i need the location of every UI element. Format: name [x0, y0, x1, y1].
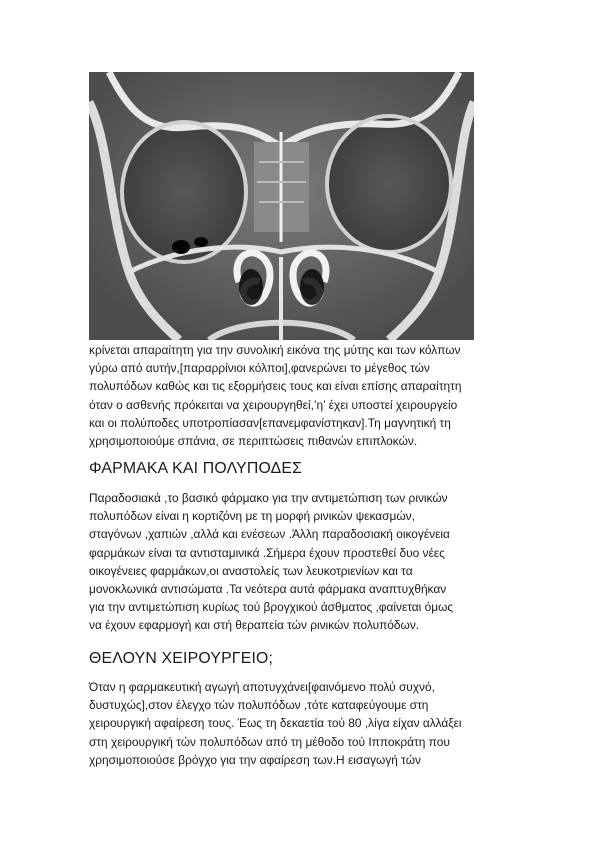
- surgery-line: Όταν η φαρμακευτική αγωγή αποτυγχάνει[φαινόμενο πολύ συχνό,: [89, 680, 435, 694]
- intro-line: χρησιμοποιούμε σπάνια, σε περιπτώσεις πιθανών επιπλοκών.: [89, 434, 418, 449]
- surgery-line: δυστυχώς],στον έλεγχο τών πολυπόδων ,τότε καταφεύγουμε στη: [89, 698, 429, 713]
- drugs-line: Παραδοσιακά ,το βασικό φάρμακο για την αντιμετώπιση των ρινικών: [89, 491, 448, 505]
- intro-line: πολυπόδων καθώς και τις εξορμήσεις τους και είναι επίσης απαραίτητη: [89, 379, 462, 394]
- drugs-paragraph: [89, 489, 514, 635]
- drugs-line: φαρμάκων είναι τα αντισταμινικά .Σήμερα έχουν προστεθεί δυο νέες: [89, 545, 445, 560]
- drugs-line: να έχουν εφαρμογή και στή θεραπεία τών ρινικών πολυπόδων.: [89, 618, 420, 633]
- intro-line: και οι πολύποδες υποτροπίασαν[επανεμφανίστηκαν].Τη μαγνητική τη: [89, 415, 451, 430]
- section-heading-drugs: ΦΑΡΜΑΚΑ ΚΑΙ ΠΟΛΥΠΟΔΕΣ: [89, 460, 303, 477]
- surgery-line: στη χειρουργική τών πολυπόδων από τη μέθοδο τού Ιπποκράτη που: [89, 734, 450, 749]
- surgery-paragraph: [89, 678, 514, 769]
- surgery-line: χειρουργική αφαίρεση τους. Έως τη δεκαετία τού 80 ,λίγα είχαν αλλάξει: [89, 716, 462, 731]
- intro-paragraph: [89, 341, 514, 450]
- drugs-line: πολυπόδων είναι η κορτιζόνη με τη μορφή ρινικών ψεκασμών,: [89, 509, 415, 524]
- drugs-line: οικογένειες φαρμάκων,οι αναστολείς των λευκοτριενίων και τα: [89, 563, 413, 578]
- ct-scan-image: [89, 72, 474, 340]
- drugs-line: για την αντιμετώπιση κυρίως τού βρογχικού άσθματος ,φαίνεται όμως: [89, 600, 454, 615]
- intro-line: κρίνεται απαραίτητη για την συνολική εικόνα της μύτης και των κόλπων: [89, 343, 461, 357]
- intro-line: γύρω από αυτήν,[παραρρίνιοι κόλποι],φανερώνει το μέγεθος τών: [89, 361, 430, 376]
- section-heading-surgery: ΘΕΛΟΥΝ ΧΕΙΡΟΥΡΓΕΙΟ;: [89, 650, 274, 667]
- drugs-line: σταγόνων ,χαπιών ,αλλά και ενέσεων .Άλλη παραδοσιακή οικογένεια: [89, 527, 450, 542]
- intro-line: όταν ο ασθενής πρόκειται να χειρουργηθεί,’η’ έχει υποστεί χειρουργείο: [89, 397, 458, 412]
- drugs-line: μονοκλωνικά αντισώματα .Τα νεότερα αυτά φάρμακα αναπτυχθήκαν: [89, 582, 447, 597]
- surgery-line: χρησιμοποιούσε βρόγχο για την αφαίρεση των.Η εισαγωγή τών: [89, 752, 421, 767]
